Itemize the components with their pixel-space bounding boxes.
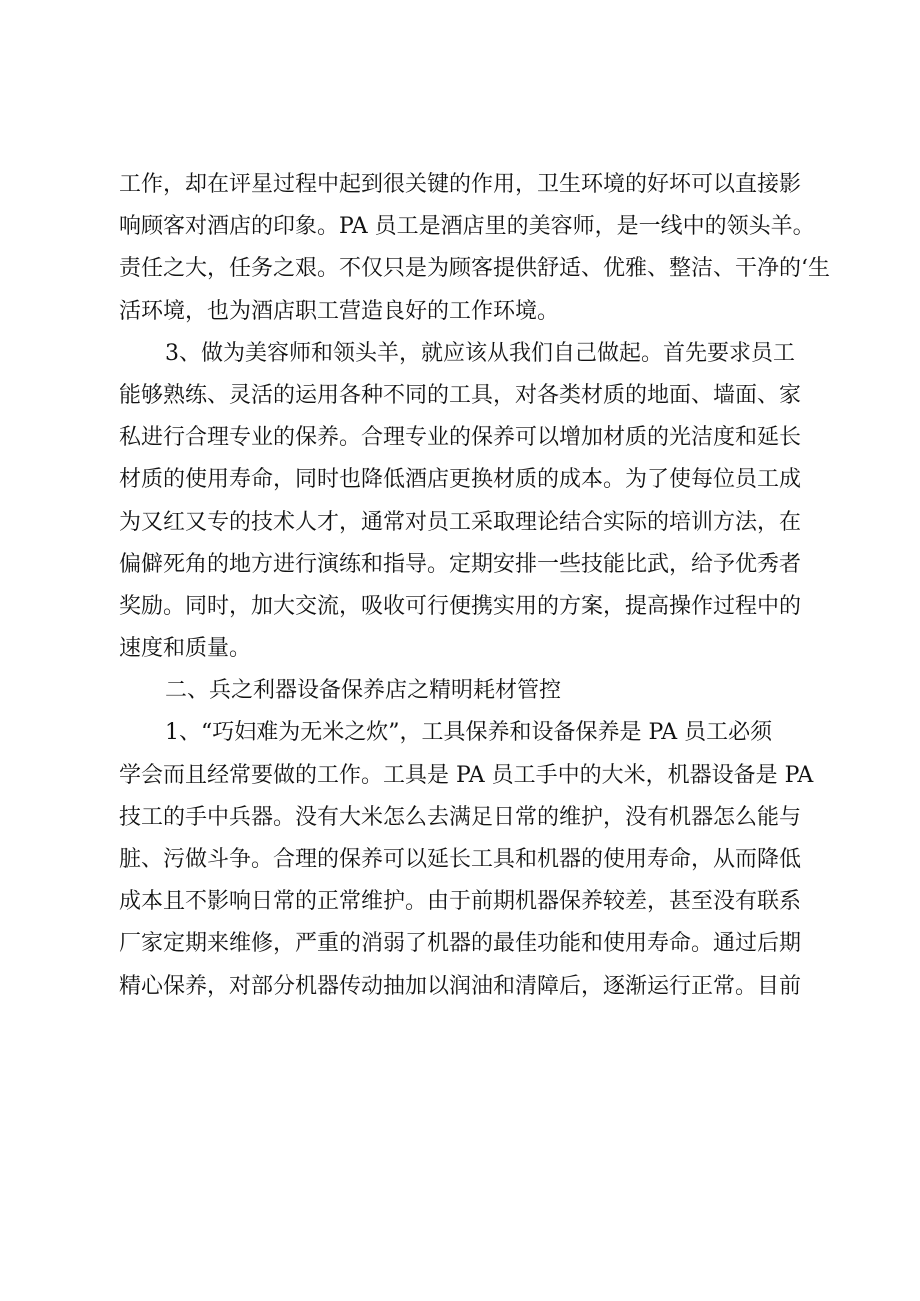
text-line: 技工的手中兵器。没有大米怎么去满足日常的维护，没有机器怎么能与: [119, 804, 802, 830]
body-text: [119, 164, 830, 1008]
text-line: 为又红又专的技术人才，通常对员工采取理论结合实际的培训方法，在: [119, 509, 802, 535]
text-line: 脏、污做斗争。合理的保养可以延长工具和机器的使用寿命，从而降低: [119, 847, 802, 872]
paragraph-start-line: 3、做为美容师和领头羊，就应该从我们自己做起。首先要求员工: [165, 340, 795, 366]
text-line: 响顾客对酒店的印象。PA 员工是酒店里的美容师，是一线中的领头羊。: [119, 214, 815, 240]
text-line: 私进行合理专业的保养。合理专业的保养可以增加材质的光洁度和延长: [119, 425, 802, 451]
section-heading: 二、兵之利器设备保养店之精明耗材管控: [165, 678, 562, 704]
text-line: 精心保养，对部分机器传动抽加以润油和清障后，逐渐运行正常。目前: [119, 973, 802, 999]
text-line: 厂家定期来维修，严重的消弱了机器的最佳功能和使用寿命。通过后期: [119, 931, 802, 957]
text-line: 速度和质量。: [119, 636, 252, 662]
text-line: 奖励。同时，加大交流，吸收可行便携实用的方案，提高操作过程中的: [119, 593, 802, 619]
text-line: 材质的使用寿命，同时也降低酒店更换材质的成本。为了使每位员工成: [119, 467, 802, 493]
text-line: 偏僻死角的地方进行演练和指导。定期安排一些技能比武，给予优秀者: [119, 551, 802, 577]
text-line: 活环境，也为酒店职工营造良好的工作环境。: [119, 298, 560, 324]
paragraph-start-line: 1、“巧妇难为无米之炊”，工具保养和设备保养是 PA 员工必须: [165, 720, 773, 746]
text-line: 成本且不影响日常的正常维护。由于前期机器保养较差，甚至没有联系: [119, 889, 802, 915]
text-line: 工作，却在评星过程中起到很关键的作用，卫生环境的好坏可以直接影: [119, 172, 802, 197]
text-line: 能够熟练、灵活的运用各种不同的工具，对各类材质的地面、墙面、家: [119, 382, 802, 408]
text-line: 学会而且经常要做的工作。工具是 PA 员工手中的大米，机器设备是 PA: [119, 762, 814, 788]
text-line: 责任之大，任务之艰。不仅只是为顾客提供舒适、优雅、整洁、干净的‘生: [119, 256, 830, 282]
